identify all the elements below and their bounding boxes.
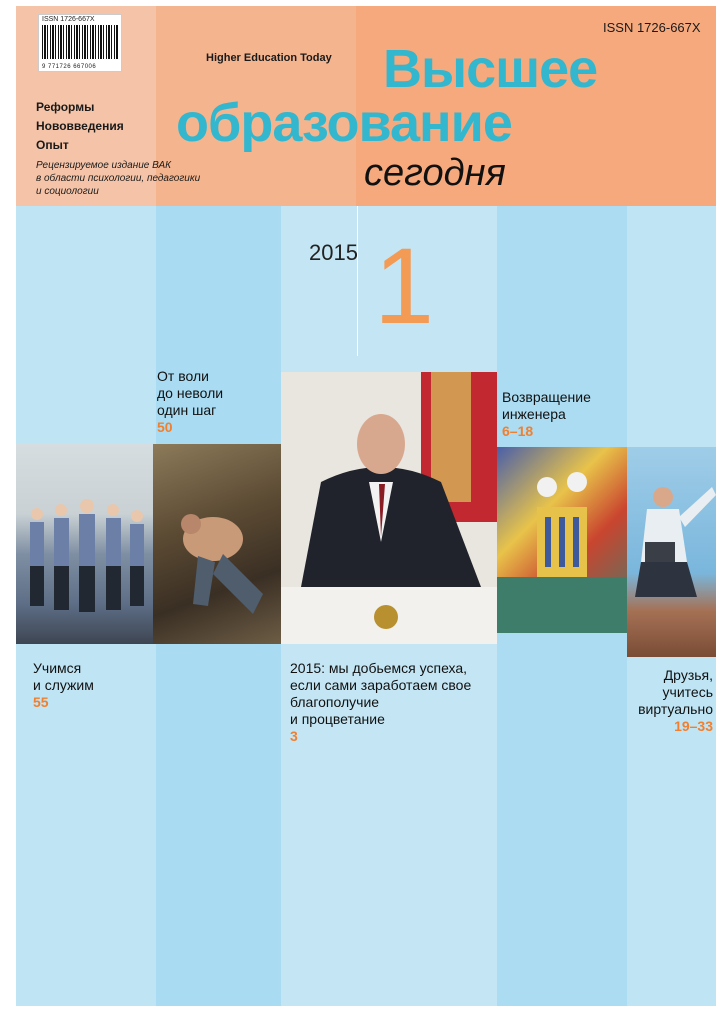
climbing-man-icon <box>153 444 281 644</box>
title-line-1: Высшее <box>383 39 598 99</box>
engineers-figures-icon <box>497 447 627 633</box>
president-photo <box>281 372 497 644</box>
speaker-at-podium-icon <box>281 372 497 644</box>
barcode-bars-icon <box>42 25 118 59</box>
article-line: 2015: мы добьемся успеха, <box>290 660 468 676</box>
issn: ISSN 1726-667X <box>603 20 701 35</box>
article-page: 50 <box>157 419 173 435</box>
english-title: Higher Education Today <box>206 52 332 64</box>
article-line: благополучие <box>290 694 380 710</box>
article-line: Учимся <box>33 660 82 676</box>
section-experience: Опыт <box>36 138 69 152</box>
article-engineer[interactable] <box>502 389 622 440</box>
divider-line <box>357 206 358 356</box>
article-success[interactable] <box>290 660 500 745</box>
article-virtual[interactable] <box>627 667 713 735</box>
article-page: 55 <box>33 694 49 710</box>
article-page: 19–33 <box>674 718 713 734</box>
cadets-figures-icon <box>16 444 153 644</box>
title-line-2: образование <box>176 93 512 153</box>
article-line: если сами заработаем свое <box>290 677 472 693</box>
article-line: один шаг <box>157 402 217 418</box>
article-page: 6–18 <box>502 423 534 439</box>
reviewed-line-2: в области психологии, педагогики <box>36 173 201 184</box>
reviewed-line-1: Рецензируемое издание ВАК <box>36 160 172 171</box>
issue-year: 2015 <box>309 240 358 265</box>
article-line: и процветание <box>290 711 385 727</box>
article-line: Друзья, <box>663 667 713 683</box>
title-line-3: сегодня <box>364 152 506 194</box>
article-line: От воли <box>157 368 209 384</box>
reviewed-line-3: и социологии <box>36 186 99 197</box>
article-volition[interactable] <box>157 368 277 436</box>
article-line: инженера <box>502 406 566 422</box>
article-line: виртуально <box>638 701 713 717</box>
article-line: учитесь <box>662 684 713 700</box>
man-with-laptop-icon <box>627 447 716 657</box>
barcode-issn: ISSN 1726-667X <box>42 16 95 23</box>
barcode <box>38 14 122 72</box>
section-innovations: Нововведения <box>36 119 124 133</box>
article-line: и служим <box>33 677 94 693</box>
article-page: 3 <box>290 728 298 744</box>
article-study-serve[interactable] <box>33 660 148 711</box>
cadets-photo <box>16 444 153 644</box>
painting-photo <box>153 444 281 644</box>
issue-number: 1 <box>374 225 435 346</box>
barcode-digits: 9 771726 667006 <box>42 64 97 70</box>
article-line: Возвращение <box>502 389 591 405</box>
engineers-poster <box>497 447 627 633</box>
laptop-man-photo <box>627 447 716 657</box>
section-reforms: Реформы <box>36 100 95 114</box>
article-line: до неволи <box>157 385 224 401</box>
